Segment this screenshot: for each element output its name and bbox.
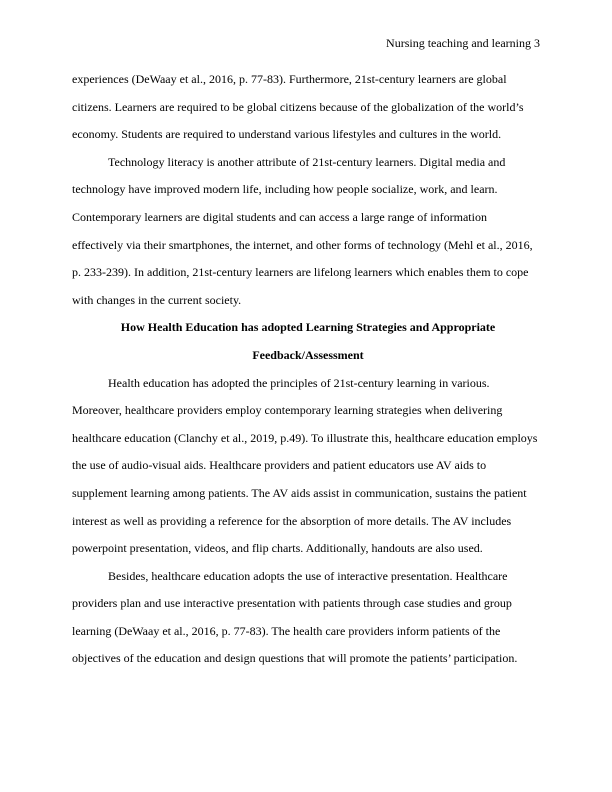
text-line: interest as well as providing a reference for the absorption of more details. The AV includes	[72, 513, 512, 528]
text-line: healthcare education (Clanchy et al., 2019, p.49). To illustrate this, healthcare education employs	[72, 430, 538, 445]
text-line: with changes in the current society.	[72, 292, 242, 307]
text-line: Technology literacy is another attribute of 21st-century learners. Digital media and	[108, 154, 506, 169]
text-line: learning (DeWaay et al., 2016, p. 77-83). The health care providers inform patients of the	[72, 623, 501, 638]
text-line: p. 233-239). In addition, 21st-century learners are lifelong learners which enables them to cope	[72, 265, 529, 280]
heading-line: Feedback/Assessment	[252, 347, 364, 362]
paragraph	[72, 563, 544, 673]
text-line: Health education has adopted the principles of 21st-century learning in various.	[108, 375, 490, 390]
heading-line: How Health Education has adopted Learning Strategies and Appropriate	[120, 320, 496, 335]
text-line: effectively via their smartphones, the internet, and other forms of technology (Mehl et al., 2016,	[72, 237, 533, 252]
text-line: Moreover, healthcare providers employ contemporary learning strategies when delivering	[72, 403, 503, 418]
text-line: technology have improved modern life, including how people socialize, work, and learn.	[72, 182, 498, 197]
running-head: Nursing teaching and learning 3	[386, 36, 540, 50]
document-body	[72, 66, 544, 673]
paragraph	[72, 370, 544, 563]
paragraph	[72, 149, 544, 315]
paragraph	[72, 66, 544, 149]
text-line: powerpoint presentation, videos, and flip charts. Additionally, handouts are also used.	[72, 541, 483, 556]
text-line: providers plan and use interactive presentation with patients through case studies and group	[72, 596, 512, 611]
text-line: the use of audio-visual aids. Healthcare providers and patient educators use AV aids to	[72, 458, 487, 473]
text-line: Contemporary learners are digital students and can access a large range of information	[72, 209, 487, 224]
text-line: supplement learning among patients. The AV aids assist in communication, sustains the patient	[72, 485, 527, 500]
text-line: citizens. Learners are required to be global citizens because of the globalization of the world’s	[72, 99, 524, 114]
text-line: economy. Students are required to understand various lifestyles and cultures in the world.	[72, 127, 502, 142]
section-heading	[72, 314, 544, 369]
text-line: experiences (DeWaay et al., 2016, p. 77-83). Furthermore, 21st-century learners are global	[72, 72, 507, 86]
text-line: Besides, healthcare education adopts the use of interactive presentation. Healthcare	[108, 568, 508, 583]
text-line: objectives of the education and design questions that will promote the patients’ participation.	[72, 651, 518, 666]
